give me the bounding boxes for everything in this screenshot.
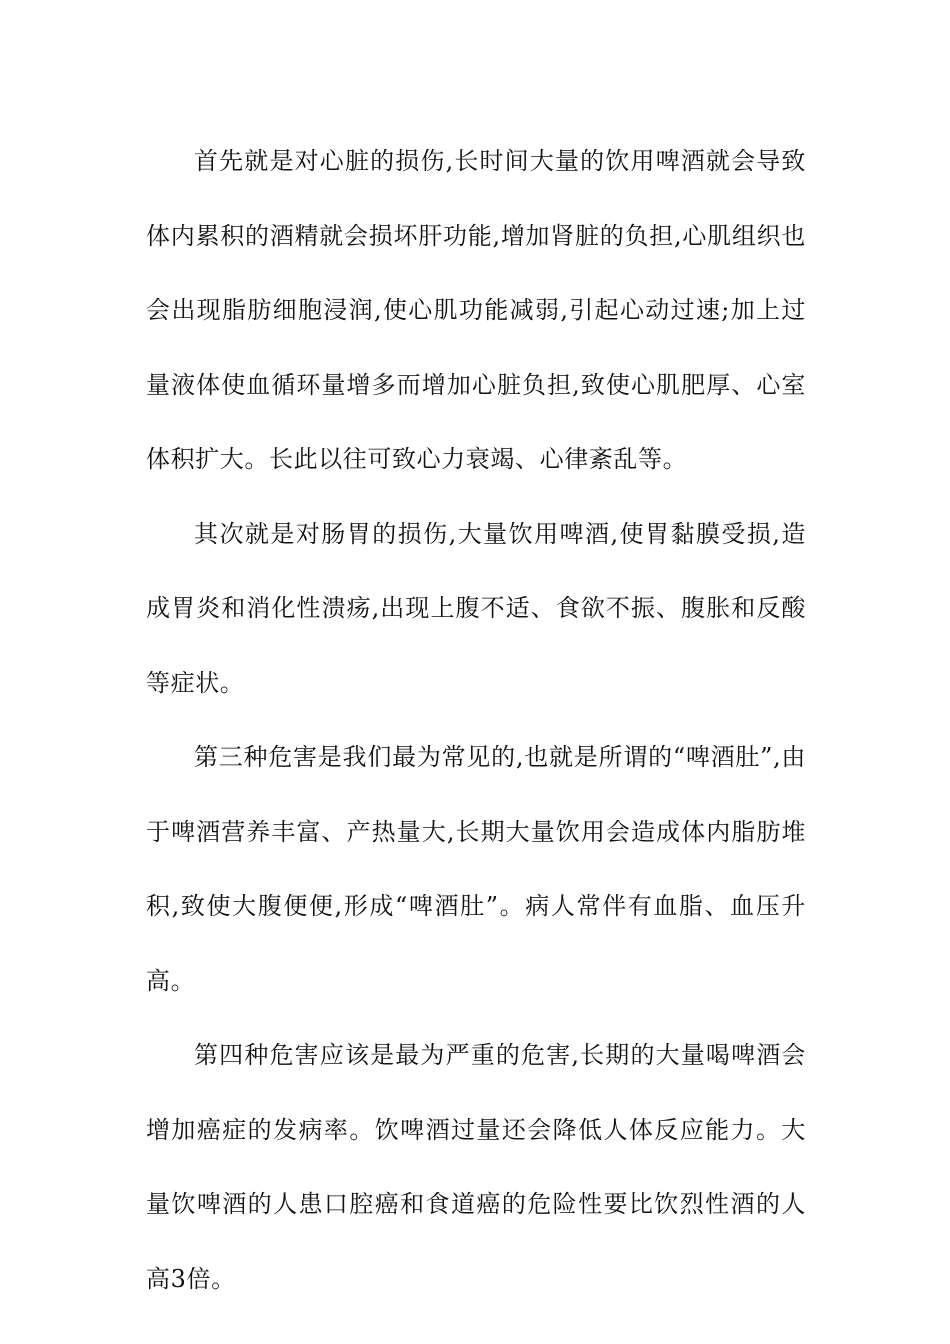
paragraph-stomach-damage: 其次就是对肠胃的损伤,大量饮用啤酒,使胃黏膜受损,造成胃炎和消化性溃疡,出现上腹不适、食欲不振、腹胀和反酸等症状。 [146, 519, 806, 697]
paragraph-heart-damage: 首先就是对心脏的损伤,长时间大量的饮用啤酒就会导致体内累积的酒精就会损坏肝功能,增加肾脏的负担,心肌组织也会出现脂肪细胞浸润,使心肌功能减弱,引起心动过速;加上过量液体使血循环量增多而增加心脏负担,致使心肌肥厚、心室体积扩大。长此以往可致心力衰竭、心律紊乱等。 [146, 147, 806, 473]
paragraph-cancer-risk: 第四种危害应该是最为严重的危害,长期的大量喝啤酒会增加癌症的发病率。饮啤酒过量还会降低人体反应能力。大量饮啤酒的人患口腔癌和食道癌的危险性要比饮烈性酒的人高3倍。 [146, 1041, 806, 1293]
paragraph-beer-belly: 第三种危害是我们最为常见的,也就是所谓的“啤酒肚”,由于啤酒营养丰富、产热量大,长期大量饮用会造成体内脂肪堆积,致使大腹便便,形成“啤酒肚”。病人常伴有血脂、血压升高。 [146, 743, 806, 995]
document-body [146, 124, 806, 1316]
